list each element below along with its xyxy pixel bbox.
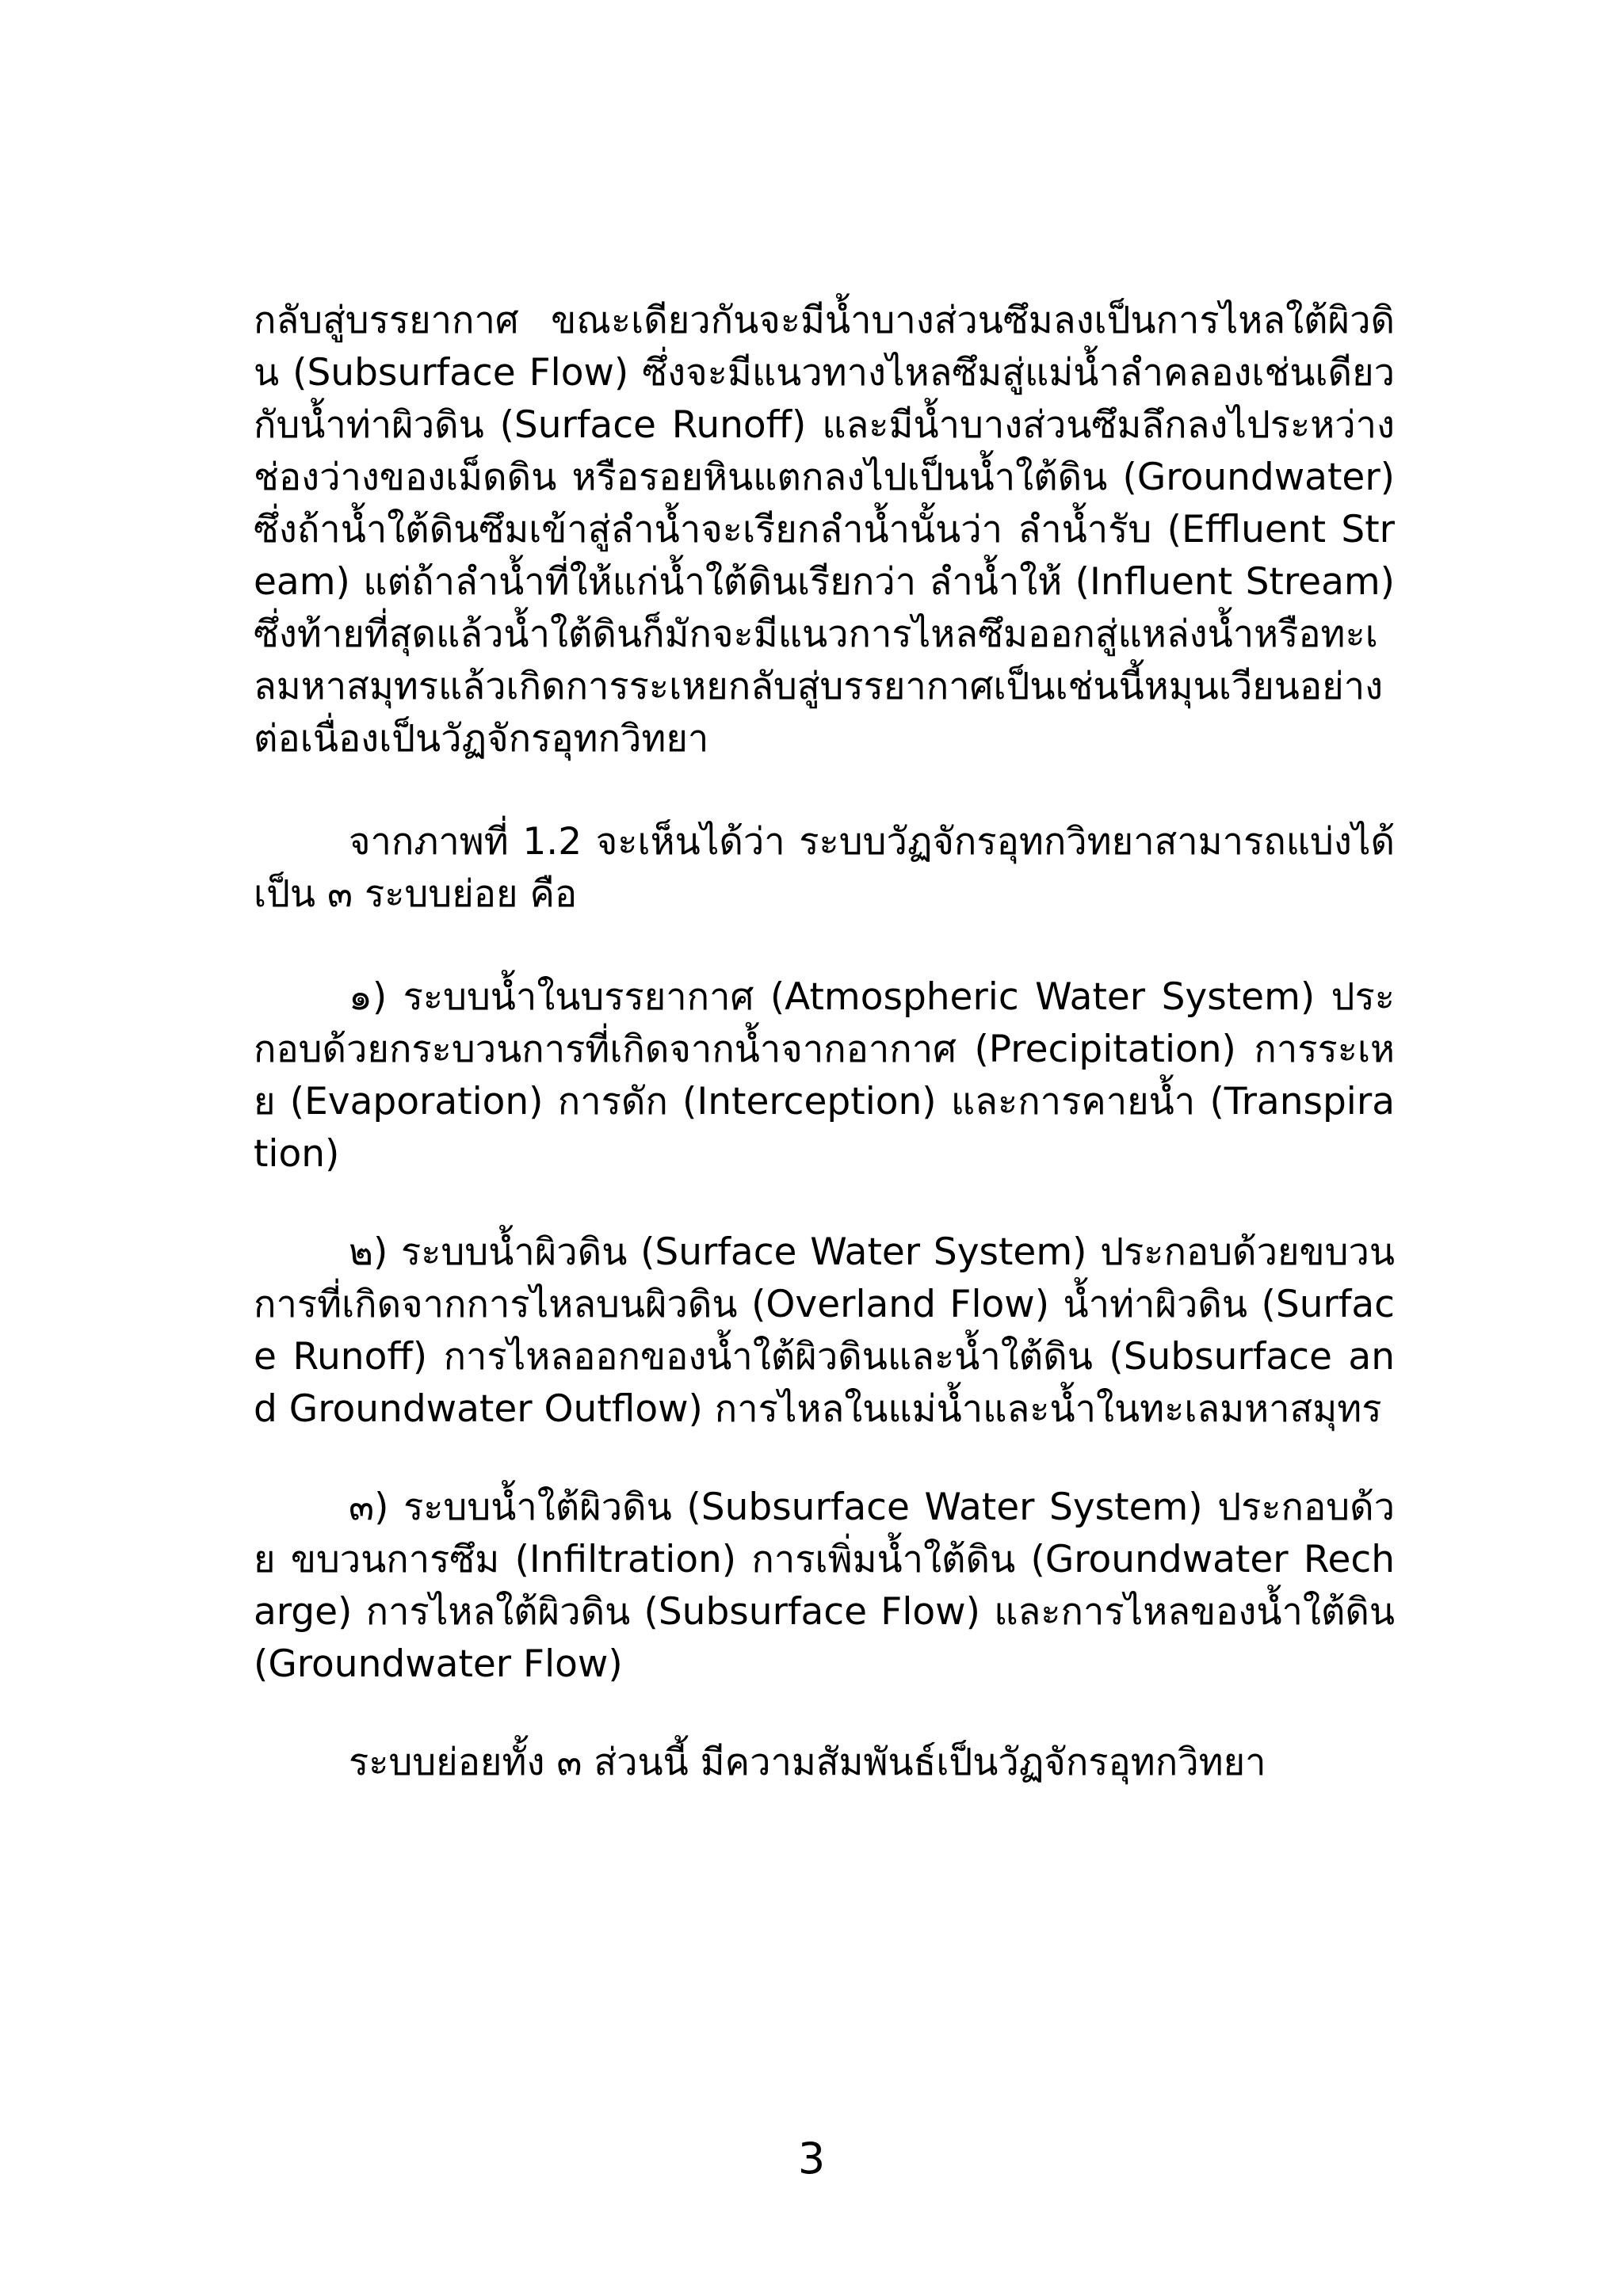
paragraph-hydrologic-cycle-description: กลับสู่บรรยากาศ ขณะเดียวกันจะมีน้ำบางส่วนซึมลงเป็นการไหลใต้ผิวดิน (Subsurface Flow) ซึ่งจะมีแนวทางไหลซึมสู่แม่น้ำลำคลองเช่นเดียวกับน้ำท่าผิวดิน (Surface Runoff) และมีน้ำบางส่วนซึมลึกลงไประหว่างช่องว่างของเม็ดดิน หรือรอยหินแตกลงไปเป็นน้ำใต้ดิน (Groundwater) ซึ่งถ้าน้ำใต้ดินซึมเข้าสู่ลำน้ำจะเรียกลำน้ำนั้นว่า ลำน้ำรับ (Effluent Stream) แต่ถ้าลำน้ำที่ให้แก่น้ำใต้ดินเรียกว่า ลำน้ำให้ (Influent Stream) ซึ่งท้ายที่สุดแล้วน้ำใต้ดินก็มักจะมีแนวการไหลซึมออกสู่แหล่งน้ำหรือทะเลมหาสมุทรแล้วเกิดการระเหยกลับสู่บรรยากาศเป็นเช่นนี้หมุนเวียนอย่างต่อเนื่องเป็นวัฏจักรอุทกวิทยา <box>254 299 1395 761</box>
paragraph-subsurface-water-system: ๓) ระบบน้ำใต้ผิวดิน (Subsurface Water System) ประกอบด้วย ขบวนการซึม (Infiltration) การเพิ่มน้ำใต้ดิน (Groundwater Recharge) การไหลใต้ผิวดิน (Subsurface Flow) และการไหลของน้ำใต้ดิน (Groundwater Flow) <box>254 1486 1395 1686</box>
paragraph-atmospheric-water-system: ๑) ระบบน้ำในบรรยากาศ (Atmospheric Water System) ประกอบด้วยกระบวนการที่เกิดจากน้ำจากอากาศ (Precipitation) การระเหย (Evaporation) การดัก (Interception) และการคายน้ำ (Transpiration) <box>254 975 1395 1176</box>
document-body <box>254 295 1395 1789</box>
page-number: 3 <box>797 2134 826 2183</box>
paragraph-summary: ระบบย่อยทั้ง ๓ ส่วนนี้ มีความสัมพันธ์เป็นวัฏจักรอุทกวิทยา <box>349 1741 1266 1784</box>
paragraph-subsystems-intro: จากภาพที่ 1.2 จะเห็นได้ว่า ระบบวัฏจักรอุทกวิทยาสามารถแบ่งได้เป็น ๓ ระบบย่อย คือ <box>254 820 1395 916</box>
paragraph-surface-water-system: ๒) ระบบน้ำผิวดิน (Surface Water System) ประกอบด้วยขบวนการที่เกิดจากการไหลบนผิวดิน (Overland Flow) น้ำท่าผิวดิน (Surface Runoff) การไหลออกของน้ำใต้ผิวดินและน้ำใต้ดิน (Subsurface and Groundwater Outflow) การไหลในแม่น้ำและน้ำในทะเลมหาสมุทร <box>254 1230 1395 1431</box>
